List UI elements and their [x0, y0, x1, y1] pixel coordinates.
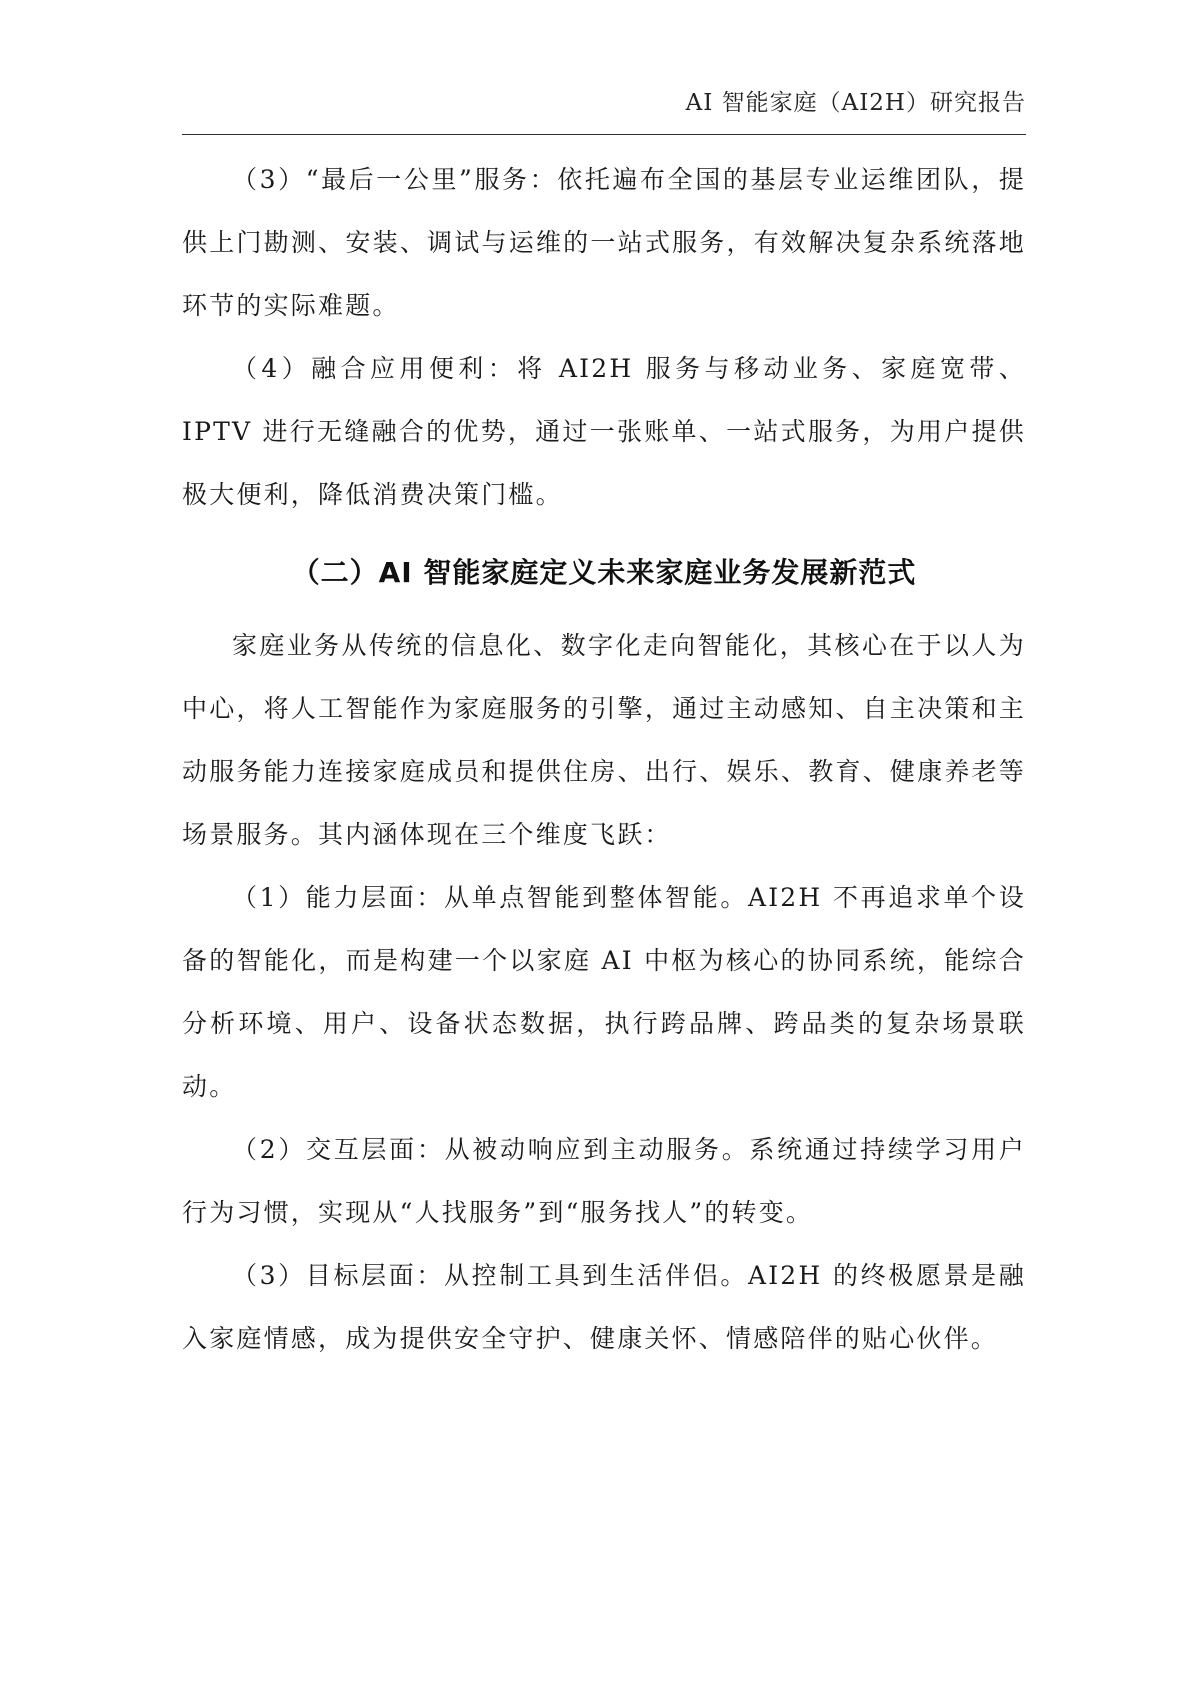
page-body — [182, 148, 1026, 1370]
running-header: AI 智能家庭（AI2H）研究报告 — [685, 90, 1026, 116]
paragraph-last-mile-service: （3）“最后一公里”服务：依托遍布全国的基层专业运维团队，提供上门勘测、安装、调试与运维的一站式服务，有效解决复杂系统落地环节的实际难题。 — [182, 165, 1026, 320]
paragraph-capability-level: （1）能力层面：从单点智能到整体智能。AI2H 不再追求单个设备的智能化，而是构建一个以家庭 AI 中枢为核心的协同系统，能综合分析环境、用户、设备状态数据，执行跨品牌、跨品类的复杂场景联动。 — [182, 883, 1026, 1101]
section-heading: （二）AI 智能家庭定义未来家庭业务发展新范式 — [291, 556, 917, 589]
header-rule — [182, 134, 1026, 135]
paragraph-goal-level: （3）目标层面：从控制工具到生活伴侣。AI2H 的终极愿景是融入家庭情感，成为提供安全守护、健康关怀、情感陪伴的贴心伙伴。 — [182, 1261, 1026, 1353]
paragraph-interaction-level: （2）交互层面：从被动响应到主动服务。系统通过持续学习用户行为习惯，实现从“人找服务”到“服务找人”的转变。 — [182, 1135, 1026, 1227]
paragraph-intro: 家庭业务从传统的信息化、数字化走向智能化，其核心在于以人为中心，将人工智能作为家庭服务的引擎，通过主动感知、自主决策和主动服务能力连接家庭成员和提供住房、出行、娱乐、教育、健康养老等场景服务。其内涵体现在三个维度飞跃： — [182, 631, 1026, 849]
paragraph-integrated-convenience: （4）融合应用便利：将 AI2H 服务与移动业务、家庭宽带、IPTV 进行无缝融合的优势，通过一张账单、一站式服务，为用户提供极大便利，降低消费决策门槛。 — [182, 354, 1026, 509]
